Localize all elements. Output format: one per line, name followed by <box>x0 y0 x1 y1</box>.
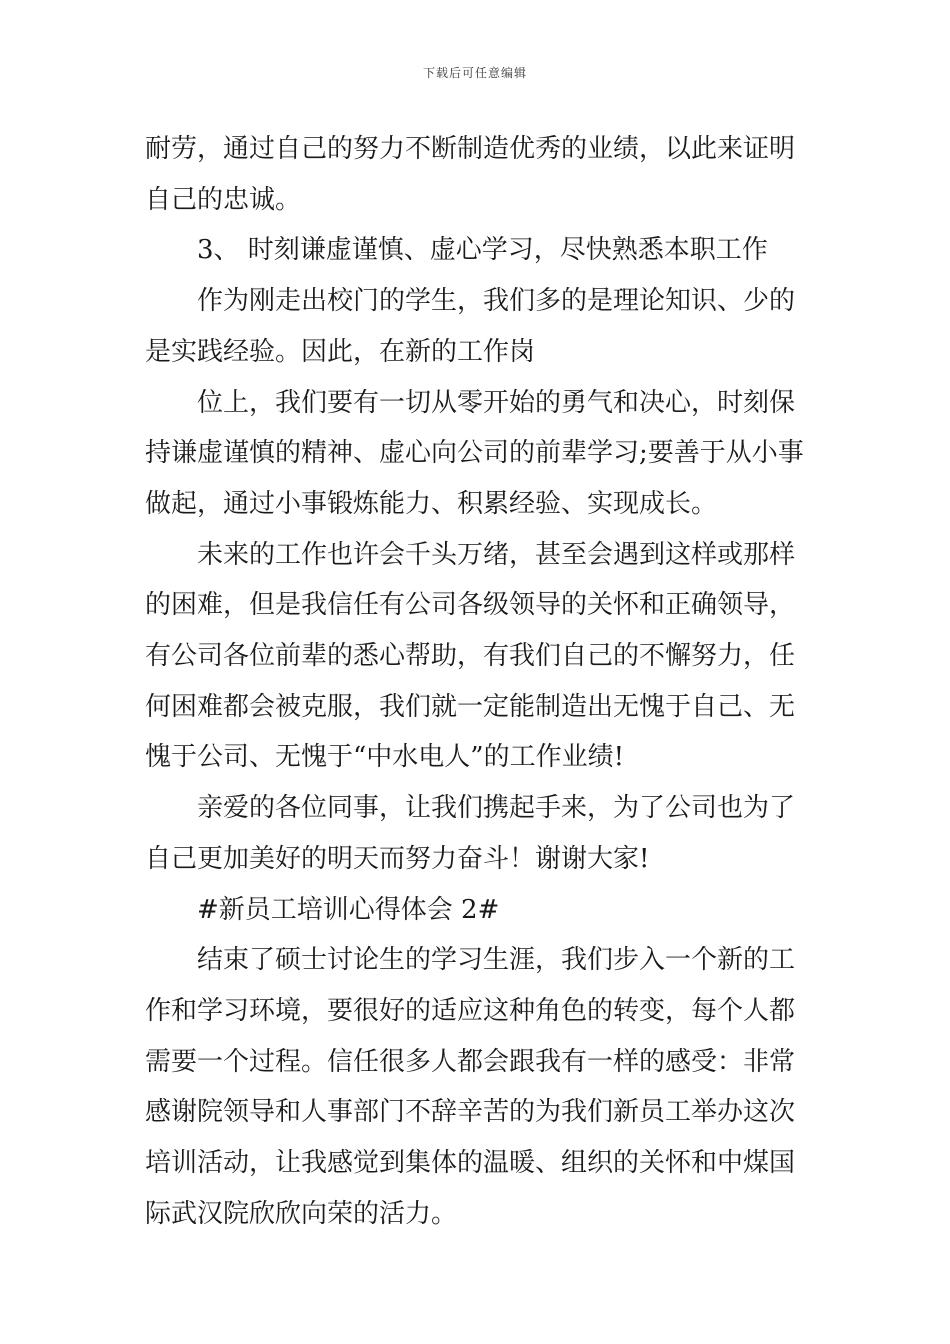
document-body <box>145 124 810 1239</box>
text-line: 何困难都会被克服，我们就一定能制造出无愧于自己、无 <box>145 691 796 722</box>
text-line: 位上，我们要有一切从零开始的勇气和决心，时刻保 <box>197 387 796 418</box>
text-line: 愧于公司、无愧于“中水电人”的工作业绩! <box>145 742 625 773</box>
text-line: 作和学习环境，要很好的适应这种角色的转变，每个人都 <box>145 995 796 1026</box>
text-line: 做起，通过小事锻炼能力、积累经验、实现成长。 <box>145 488 718 519</box>
text-line: 自己的忠诚。 <box>145 184 302 215</box>
text-line: 持谦虚谨慎的精神、虚心向公司的前辈学习;要善于从小事 <box>145 438 804 469</box>
text-line: 有公司各位前辈的悉心帮助，有我们自己的不懈努力，任 <box>145 641 796 672</box>
text-line: 自己更加美好的明天而努力奋斗！谢谢大家! <box>145 843 650 874</box>
text-line: 感谢院领导和人事部门不辞辛苦的为我们新员工举办这次 <box>145 1097 796 1128</box>
text-line: 作为刚走出校门的学生，我们多的是理论知识、少的 <box>197 286 796 317</box>
text-line: 是实践经验。因此，在新的工作岗 <box>145 336 536 367</box>
section-heading: 3、 时刻谦虚谨慎、虚心学习，尽快熟悉本职工作 <box>197 235 768 266</box>
text-line: 培训活动，让我感觉到集体的温暖、组织的关怀和中煤国 <box>145 1148 796 1179</box>
text-line: 未来的工作也许会千头万绪，甚至会遇到这样或那样 <box>197 539 796 570</box>
text-line: 的困难，但是我信任有公司各级领导的关怀和正确领导， <box>145 590 796 621</box>
text-line: 结束了硕士讨论生的学习生涯，我们步入一个新的工 <box>197 945 796 976</box>
text-line: 需要一个过程。信任很多人都会跟我有一样的感受：非常 <box>145 1046 796 1077</box>
page-header-note: 下载后可任意编辑 <box>422 66 527 80</box>
text-line: 际武汉院欣欣向荣的活力。 <box>145 1198 458 1229</box>
text-line: 亲爱的各位同事，让我们携起手来，为了公司也为了 <box>197 793 796 824</box>
text-line: 耐劳，通过自己的努力不断制造优秀的业绩，以此来证明 <box>145 134 796 164</box>
section-heading: #新员工培训心得体会 2# <box>197 894 500 925</box>
